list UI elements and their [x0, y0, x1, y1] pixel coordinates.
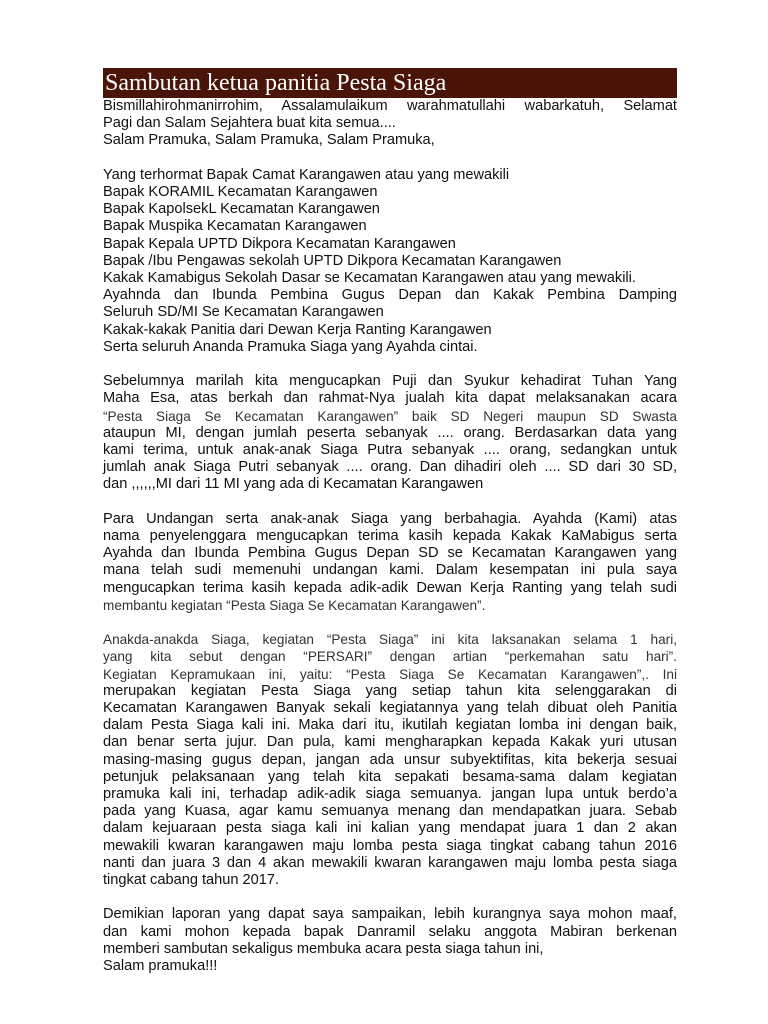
text-line: dan ,,,,,,MI dari 11 MI yang ada di Kecamatan Karangawen: [103, 476, 484, 493]
text-line: membantu kegiatan “Pesta Siaga Se Kecamatan Karangawen”.: [103, 597, 486, 613]
text-line: nama penyelenggara mengucapkan terima kasih kepada Kakak KaMabigus serta: [103, 528, 677, 545]
paragraph: [103, 511, 677, 614]
text-line: Seluruh SD/MI Se Kecamatan Karangawen: [103, 304, 384, 321]
text-line: mengucapkan terima kasih kepada adik-adik Dewan Kerja Ranting yang telah sudi: [103, 579, 677, 596]
text-line: jumlah anak Siaga Putri sebanyak .... orang. Dan dihadiri oleh .... SD dari 30 SD,: [103, 459, 677, 476]
text-line: nanti dan juara 3 dan 4 akan mewakili kwaran karangawen maju lomba pesta siaga: [103, 854, 677, 871]
text-line: Salam Pramuka, Salam Pramuka, Salam Pramuka,: [103, 132, 435, 149]
document-body: [103, 98, 677, 975]
text-line: Kakak-kakak Panitia dari Dewan Kerja Ranting Karangawen: [103, 321, 492, 338]
text-line: Bapak /Ibu Pengawas sekolah UPTD Dikpora Kecamatan Karangawen: [103, 252, 562, 269]
text-line: Kakak Kamabigus Sekolah Dasar se Kecamatan Karangawen atau yang mewakili.: [103, 270, 636, 287]
paragraph: [103, 98, 677, 150]
text-line: Ayahnda dan Ibunda Pembina Gugus Depan dan Kakak Pembina Damping: [103, 287, 677, 304]
text-line: tingkat cabang tahun 2017.: [103, 872, 280, 889]
document-title: Sambutan ketua panitia Pesta Siaga: [103, 68, 677, 98]
text-line: pramuka kali ini, terhadap adik-adik siaga semuanya. jangan lupa untuk berdo’a: [103, 786, 677, 803]
text-line: kami terima, untuk anak-anak Siaga Putra sebanyak .... orang, sedangkan untuk: [103, 442, 677, 459]
paragraph: [103, 167, 677, 356]
text-line: Sebelumnya marilah kita mengucapkan Puji dan Syukur kehadirat Tuhan Yang: [103, 373, 677, 390]
text-line: dalam kejuaraan pesta siaga kali ini kalian yang mendapat juara 1 dan 2 akan: [103, 820, 677, 837]
text-line: “Pesta Siaga Se Kecamatan Karangawen” baik SD Negeri maupun SD Swasta: [103, 408, 677, 424]
text-line: Anakda-anakda Siaga, kegiatan “Pesta Siaga” ini kita laksanakan selama 1 hari,: [103, 632, 677, 648]
text-line: Demikian laporan yang dapat saya sampaikan, lebih kurangnya saya mohon maaf,: [103, 906, 677, 923]
text-line: Bapak KORAMIL Kecamatan Karangawen: [103, 184, 378, 200]
text-line: Kecamatan Karangawen Banyak sekali kegiatannya yang telah dibuat oleh Panitia: [103, 700, 677, 717]
text-line: mana telah sudi memenuhi undangan kami. Dalam kesempatan ini pula saya: [103, 562, 677, 579]
text-line: memberi sambutan sekaligus membuka acara pesta siaga tahun ini,: [103, 940, 544, 957]
text-line: dalam Pesta Siaga kali ini. Maka dari itu, ikutilah kegiatan lomba ini dengan baik,: [103, 717, 677, 734]
text-line: Salam pramuka!!!: [103, 958, 218, 975]
text-line: Maha Esa, atas berkah dan rahmat-Nya jualah kita dapat melaksanakan acara: [103, 390, 677, 407]
text-line: Ayahda dan Ibunda Pembina Gugus Depan SD se Kecamatan Karangawen yang: [103, 545, 677, 562]
text-line: yang kita sebut dengan “PERSARI” dengan artian “perkemahan satu hari”.: [103, 649, 677, 665]
text-line: Yang terhormat Bapak Camat Karangawen atau yang mewakili: [103, 166, 510, 183]
text-line: Pagi dan Salam Sejahtera buat kita semua....: [103, 115, 396, 132]
text-line: dan benar serta jujur. Dan pula, kami mengharapkan kepada Kakak yuri utusan: [103, 734, 677, 751]
text-line: Bapak Kepala UPTD Dikpora Kecamatan Karangawen: [103, 235, 456, 252]
text-line: pada yang Kuasa, agar kamu semuanya menang dan mendapatkan juara. Sebab: [103, 803, 677, 820]
text-line: merupakan kegiatan Pesta Siaga yang setiap tahun kita selenggarakan di: [103, 682, 677, 699]
text-line: Bapak Muspika Kecamatan Karangawen: [103, 218, 367, 235]
text-line: Kegiatan Kepramukaan ini, yaitu: “Pesta Siaga Se Kecamatan Karangawen”,. Ini: [103, 666, 677, 682]
text-line: dan kami mohon kepada bapak Danramil selaku anggota Mabiran berkenan: [103, 923, 677, 940]
text-line: ataupun MI, dengan jumlah peserta sebanyak .... orang. Berdasarkan data yang: [103, 424, 677, 441]
text-line: mewakili kwaran karangawen maju lomba pesta siaga tingkat cabang tahun 2016: [103, 837, 677, 854]
text-line: Para Undangan serta anak-anak Siaga yang berbahagia. Ayahda (Kami) atas: [103, 510, 677, 527]
text-line: Serta seluruh Ananda Pramuka Siaga yang Ayahda cintai.: [103, 338, 478, 355]
paragraph: [103, 631, 677, 889]
paragraph: [103, 373, 677, 493]
text-line: petunjuk pelaksanaan yang telah kita sepakati besama-sama dalam kegiatan: [103, 768, 677, 785]
document-page: [103, 68, 677, 975]
paragraph: [103, 906, 677, 975]
text-line: masing-masing gugus depan, jangan ada unsur subyektifitas, kita bekerja sesuai: [103, 751, 677, 768]
text-line: Bapak KapolsekL Kecamatan Karangawen: [103, 201, 380, 218]
text-line: Bismillahirohmanirrohim, Assalamulaikum warahmatullahi wabarkatuh, Selamat: [103, 98, 677, 114]
